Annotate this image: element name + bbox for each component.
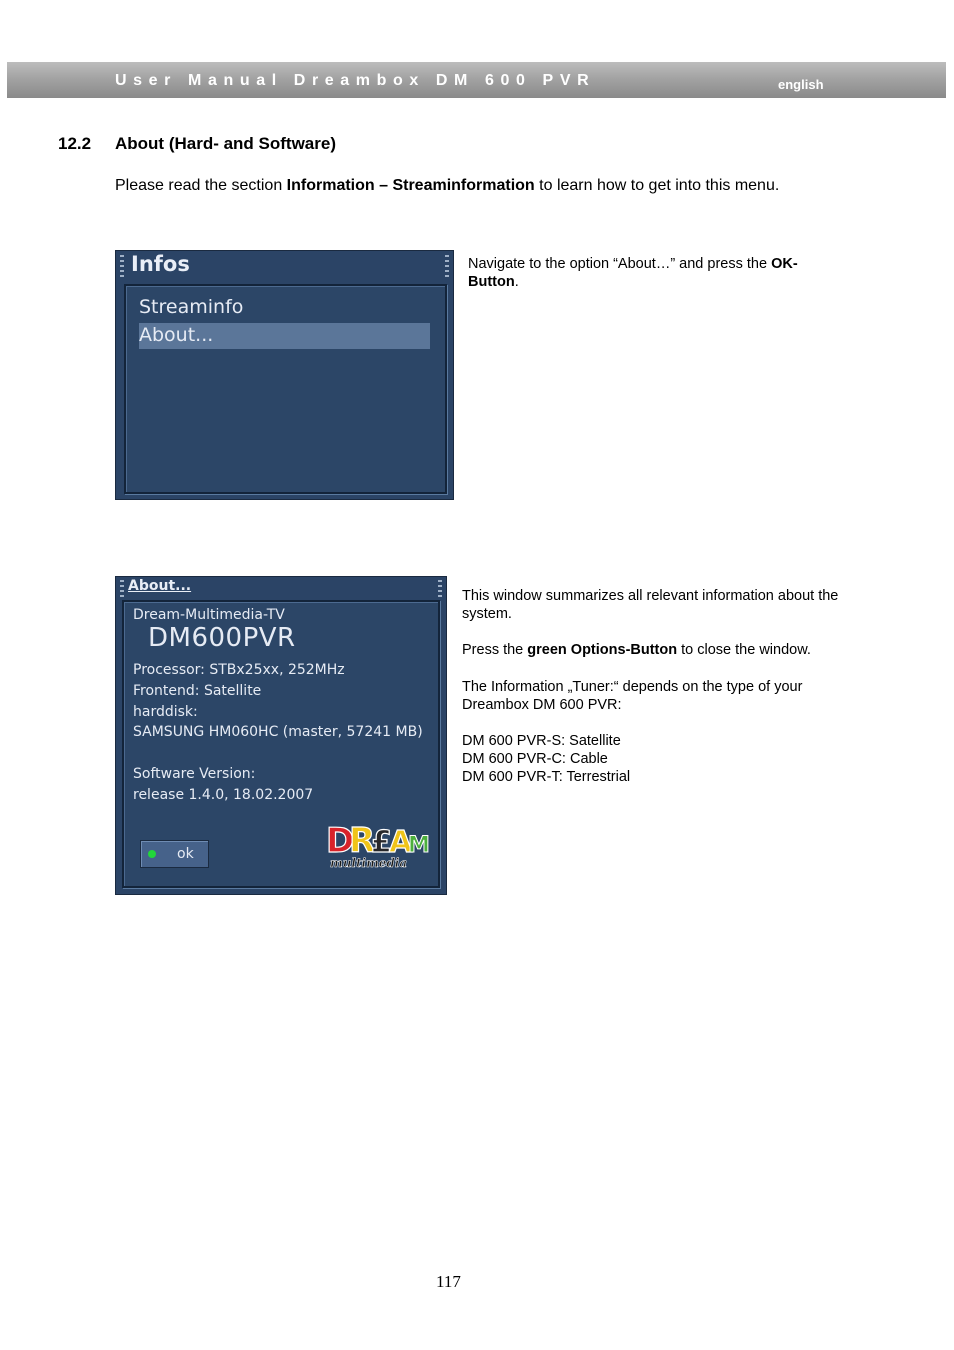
rivet-left-icon: [120, 255, 124, 277]
software-version-label: Software Version:: [133, 766, 256, 782]
section-title: About (Hard- and Software): [115, 134, 336, 153]
model-name: DM600PVR: [148, 623, 296, 653]
rivet-right-icon: [445, 255, 449, 277]
variant-cable: DM 600 PVR-C: Cable: [462, 751, 608, 768]
step1-text-end: .: [514, 274, 519, 291]
about-info-panel: [122, 600, 440, 888]
close-text-end: to close the window.: [677, 642, 811, 659]
step1-instruction: [468, 255, 843, 291]
rivet-right-icon: [438, 580, 442, 598]
close-text: Press the: [462, 642, 528, 659]
harddisk-value: SAMSUNG HM060HC (master, 57241 MB): [133, 724, 423, 740]
rivet-left-icon: [120, 580, 124, 598]
step1-text: Navigate to the option “About…” and press the: [468, 256, 772, 272]
processor-info: Processor: STBx25xx, 252MHz: [133, 662, 345, 678]
ok-button[interactable]: [140, 840, 209, 868]
green-indicator-icon: [148, 850, 156, 858]
intro-text-end: to learn how to get into this menu.: [534, 177, 780, 194]
page-number: 117: [436, 1272, 461, 1291]
tuner-paragraph: The Information „Tuner:“ depends on the type of your Dreambox DM 600 PVR:: [462, 678, 803, 713]
header-bar: [7, 62, 946, 98]
brand-name: Dream-Multimedia-TV: [133, 607, 285, 623]
intro-paragraph: [115, 176, 815, 196]
variant-satellite: DM 600 PVR-S: Satellite: [462, 733, 621, 750]
language-label: english: [778, 77, 824, 92]
section-number: 12.2: [58, 134, 92, 153]
svg-text:R: R: [349, 821, 376, 861]
step1-ok-button-ref: OK-Button: [468, 256, 798, 291]
menu-item-streaminfo[interactable]: Streaminfo: [139, 296, 244, 318]
menu-item-about[interactable]: About...: [139, 324, 214, 346]
infos-menu-screenshot: [115, 250, 454, 500]
summary-paragraph: This window summarizes all relevant information about the system.: [462, 588, 839, 623]
dream-multimedia-logo: [325, 817, 430, 871]
svg-text:multimedia: multimedia: [330, 856, 408, 870]
about-title: About...: [128, 578, 192, 594]
dream-logo-icon: [325, 817, 430, 871]
variant-list: [462, 732, 847, 787]
intro-text: Please read the section: [115, 177, 287, 194]
svg-text:£: £: [371, 825, 392, 860]
step2-instructions: [462, 587, 847, 787]
close-paragraph: [462, 641, 847, 659]
green-options-button-ref: green Options-Button: [527, 642, 678, 659]
svg-text:D: D: [326, 821, 355, 861]
ok-button-label: ok: [177, 846, 194, 862]
infos-title: Infos: [131, 252, 190, 276]
svg-text:M: M: [408, 833, 430, 858]
infos-menu-panel: [124, 284, 447, 494]
about-window-screenshot: [115, 576, 447, 895]
software-version-value: release 1.4.0, 18.02.2007: [133, 787, 314, 803]
svg-text:A: A: [389, 825, 413, 860]
manual-title: User Manual Dreambox DM 600 PVR: [115, 72, 596, 89]
intro-bold-ref: Information – Streaminformation: [286, 177, 535, 194]
harddisk-label: harddisk:: [133, 704, 198, 720]
variant-terrestrial: DM 600 PVR-T: Terrestrial: [462, 769, 631, 786]
frontend-info: Frontend: Satellite: [133, 683, 262, 699]
